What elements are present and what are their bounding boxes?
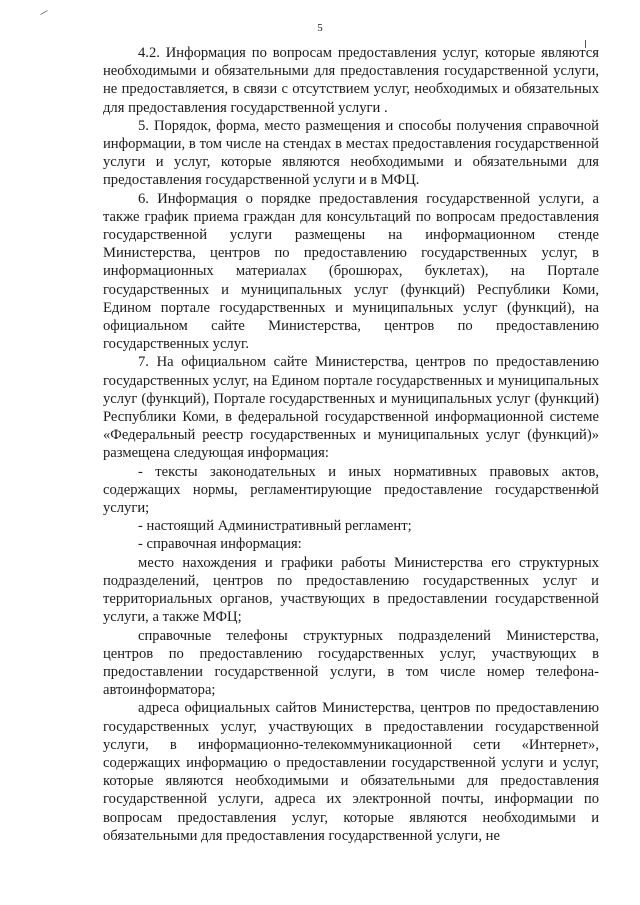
paragraph-phones: справочные телефоны структурных подразделений Министерства, центров по предоставлению государственных услуг, участвующих в предоставлении государственной услуги, в том числе номер телефона-автоинформатора; (103, 627, 599, 699)
paragraph-websites: адреса официальных сайтов Министерства, центров по предоставлению государственных услуг, участвующих в предоставлении государственной услуги, в информационно-телекоммуникационной сети «Интернет», содержащих информацию о предоставлении государственной услуги и услуг, которые являются необходимыми и обязательными для предоставления государственной услуги, адреса их электронной почты, информации по вопросам предоставления услуг, которые являются необходимыми и обязательными для предоставления государственной услуги, не (103, 700, 599, 844)
paragraph-4-2: 4.2. Информация по вопросам предоставления услуг, которые являются необходимыми и обязательными для предоставления государственной услуги, не предоставляется, в связи с отсутствием услуг, необходимых и обязательных для предоставления государственной услуги . (103, 45, 599, 116)
paragraph-6: 6. Информация о порядке предоставления государственной услуги, а также график приема граждан для консультаций по вопросам предоставления государственной услуги размещены на информационном стенде Министерства, центров по предоставлению государственных услуг, в информационных материалах (брошюрах, буклетах), на Портале государственных и муниципальных услуг (функций) Республики Коми, Едином портале государственных и муниципальных услуг (функций), на официальном сайте Министерства, центров по предоставлению государственных услуг. (103, 190, 599, 353)
paragraph-5: 5. Порядок, форма, место размещения и способы получения справочной информации, в том числе на стендах в местах предоставления государственной услуги и услуг, которые являются необходимыми и обязательными для предоставления государственной услуги и в МФЦ. (103, 117, 599, 189)
list-item-reference-info: - справочная информация: (138, 536, 302, 553)
page-number: 5 (317, 22, 323, 34)
paragraph-7: 7. На официальном сайте Министерства, центров по предоставлению государственных услуг, на Едином портале государственных и муниципальных услуг (функций), Портале государственных и муниципальных услуг (функций) Республики Коми, в федеральной государственной информационной системе «Федеральный реестр государственных и муниципальных услуг (функций)» размещена следующая информация: (103, 354, 599, 462)
list-item-legal-acts: - тексты законодательных и иных нормативных правовых актов, содержащих нормы, регламентирующие предоставление государственной услуги; (103, 463, 599, 517)
paragraph-locations: место нахождения и графики работы Министерства его структурных подразделений, центров по предоставлению государственных услуг и территориальных органов, участвующих в предоставлении государственной услуги, а также МФЦ; (103, 554, 599, 626)
document-body (103, 44, 599, 845)
list-item-regulation: - настоящий Административный регламент; (138, 518, 412, 535)
scan-mark (40, 10, 47, 15)
